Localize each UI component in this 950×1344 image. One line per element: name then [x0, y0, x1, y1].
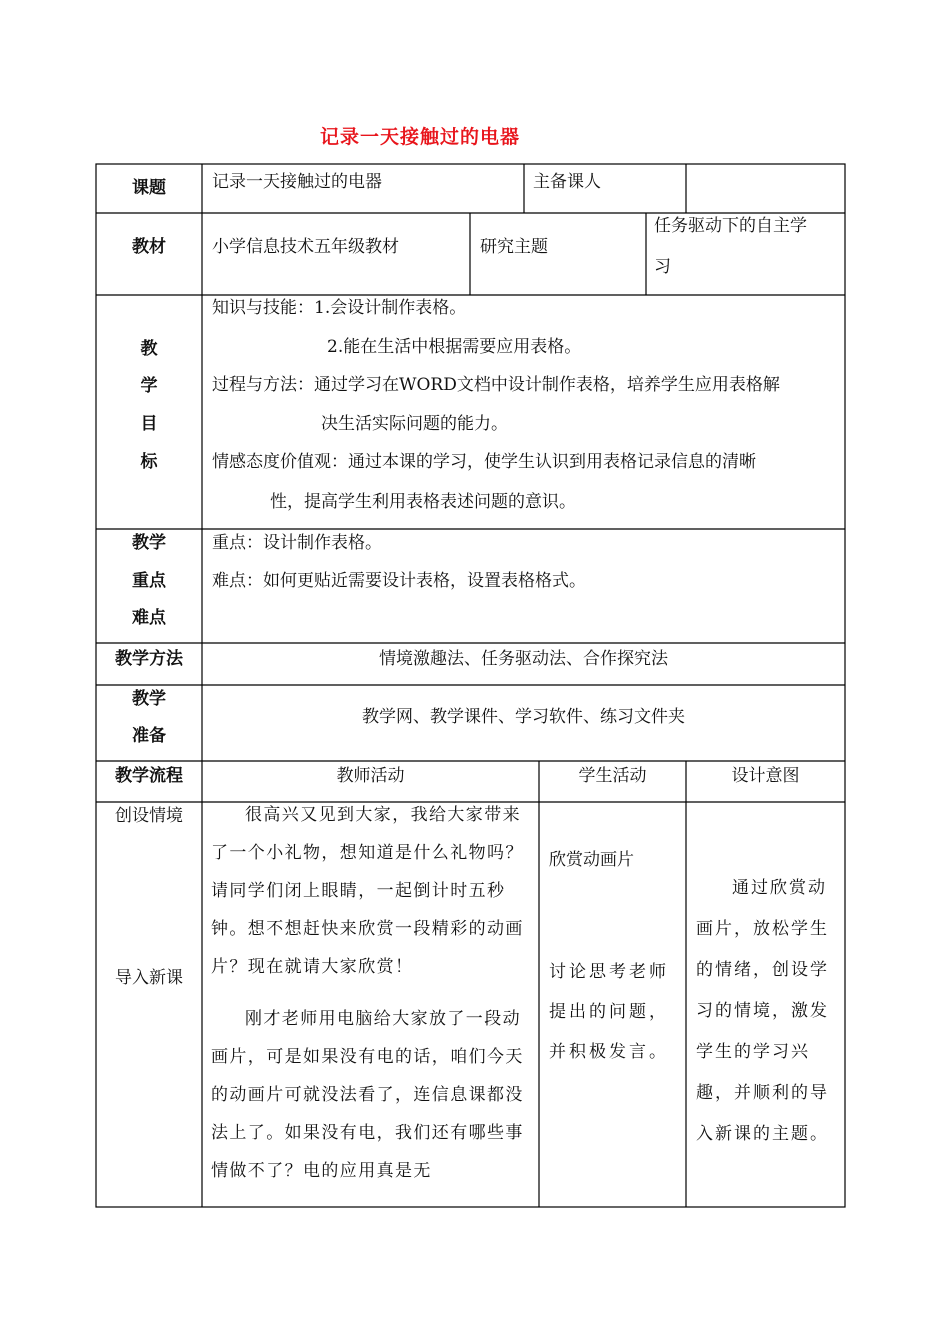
teacher-activity-paragraph: 很高兴又见到大家，我给大家带来了一个小礼物，想知道是什么礼物吗？请同学们闭上眼睛，一起倒计时五秒钟。想不想赶快来欣赏一段精彩的动画片？现在就请大家欣赏！ [211, 805, 524, 977]
theme-value-line2: 习 [654, 257, 671, 277]
design-intent-text: 通过欣赏动画片，放松学生的情绪，创设学习的情境，激发学生的学习兴趣，并顺利的导入新课的主题。 [696, 878, 829, 1144]
preparer-label: 主备课人 [533, 172, 601, 192]
flow-header-teacher: 教师活动 [336, 766, 405, 786]
objective-line: 2.能在生活中根据需要应用表格。 [327, 337, 582, 357]
objective-line: 过程与方法：通过学习在WORD文档中设计制作表格，培养学生应用表格解 [212, 375, 780, 395]
focus-text: 重点：设计制作表格。 [212, 533, 382, 553]
keypoints-label-line: 难点 [132, 608, 166, 628]
student-activity-2: 讨论思考老师提出的问题，并积极发言。 [549, 962, 669, 1062]
method-value: 情境激趣法、任务驱动法、合作探究法 [379, 649, 668, 669]
textbook-value: 小学信息技术五年级教材 [212, 237, 399, 257]
topic-value: 记录一天接触过的电器 [212, 172, 382, 192]
objective-line: 情感态度价值观：通过本课的学习，使学生认识到用表格记录信息的清晰 [212, 452, 756, 472]
prep-value: 教学网、教学课件、学习软件、练习文件夹 [362, 707, 685, 727]
flow-header-intent: 设计意图 [731, 766, 800, 786]
difficulty-text: 难点：如何更贴近需要设计表格，设置表格格式。 [212, 571, 586, 591]
prep-label-line: 教学 [132, 689, 166, 709]
flow-header-stage: 教学流程 [115, 766, 183, 786]
topic-label: 课题 [132, 178, 166, 198]
objectives-label-char: 标 [140, 452, 158, 472]
flow-stage-1: 创设情境 [115, 806, 183, 826]
theme-label: 研究主题 [480, 237, 548, 257]
method-label: 教学方法 [115, 649, 183, 669]
objectives-label-char: 目 [140, 414, 158, 434]
theme-value-line1: 任务驱动下的自主学 [654, 216, 807, 236]
teacher-activity-paragraph: 刚才老师用电脑给大家放了一段动画片，可是如果没有电的话，咱们今天的动画片可就没法看了，连信息课都没法上了。如果没有电，我们还有哪些事情做不了？电的应用真是无 [211, 1009, 524, 1181]
textbook-label: 教材 [132, 237, 166, 257]
prep-label-line: 准备 [132, 726, 166, 746]
objective-line: 知识与技能：1.会设计制作表格。 [212, 298, 467, 318]
keypoints-label-line: 教学 [132, 533, 166, 553]
objectives-label-char: 学 [140, 376, 158, 396]
objective-line: 决生活实际问题的能力。 [321, 414, 508, 434]
keypoints-label-line: 重点 [132, 571, 166, 591]
flow-stage-2: 导入新课 [115, 968, 183, 988]
objectives-label-char: 教 [140, 339, 158, 359]
student-activity-1: 欣赏动画片 [549, 850, 634, 870]
flow-header-student: 学生活动 [578, 766, 647, 786]
document-title: 记录一天接触过的电器 [319, 126, 520, 148]
objective-line: 性，提高学生利用表格表述问题的意识。 [270, 492, 576, 512]
